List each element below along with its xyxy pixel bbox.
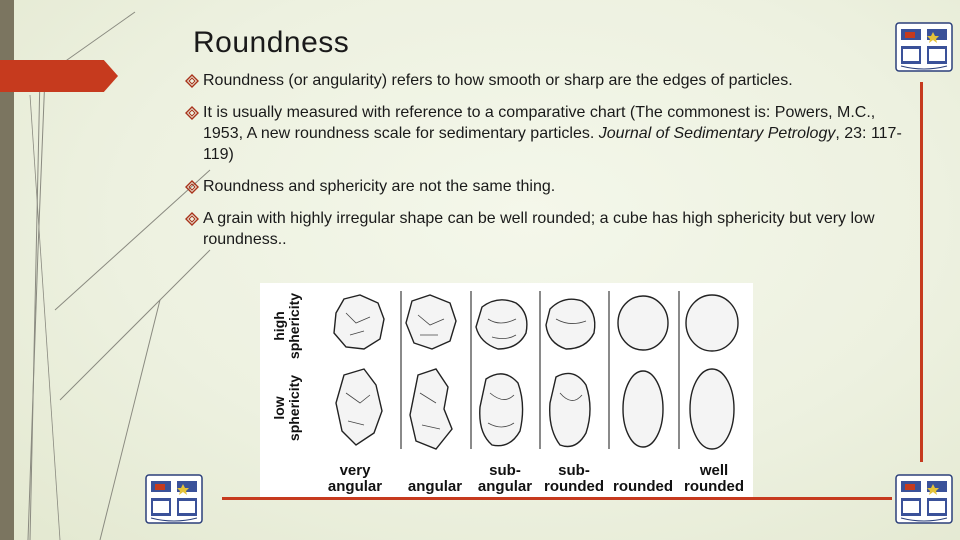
- roundness-chart-figure: [260, 283, 753, 497]
- university-crest-logo: [895, 22, 953, 72]
- title-accent-tab: [0, 60, 118, 92]
- column-label-subrounded: [539, 463, 609, 495]
- bullet-item: [185, 102, 905, 165]
- row-label-line: high: [271, 311, 287, 341]
- column-label-line1: sub-: [558, 462, 590, 479]
- column-label-well-rounded: [678, 463, 750, 495]
- column-label-angular: [400, 463, 470, 495]
- diamond-bullet-icon: [185, 106, 199, 120]
- bullet-item: [185, 70, 905, 91]
- column-label-rounded: [608, 463, 678, 495]
- grain-subrounded-low: [550, 373, 590, 446]
- grain-well-rounded-high: [686, 295, 738, 351]
- column-label-line1: very: [339, 462, 371, 479]
- bullet-text: (or angularity) refers to how smooth or sharp are the edges of particles.: [283, 72, 793, 89]
- slide-title: Roundness: [193, 26, 350, 59]
- bullet-item: [185, 176, 905, 197]
- bullet-text: It is usually measured with reference to a comparative chart (The commonest is: Powers, M.C., 1953, A new roundness scale for sedimentary particles.: [203, 104, 876, 142]
- row-label-line: low: [271, 396, 287, 420]
- grain-subangular-high: [476, 300, 527, 349]
- bullet-item: [185, 208, 905, 250]
- column-label-line1: sub-: [489, 462, 521, 479]
- accent-line-horizontal: [222, 497, 892, 500]
- column-label-line2: rounded: [544, 478, 604, 495]
- diamond-bullet-icon: [185, 212, 199, 226]
- column-label-line2: angular: [477, 478, 533, 495]
- column-label-very-angular: [322, 463, 388, 495]
- university-crest-logo: [145, 474, 203, 524]
- column-label-line2: rounded: [613, 478, 673, 495]
- grain-angular-low: [410, 369, 452, 449]
- diamond-bullet-icon: [185, 180, 199, 194]
- grain-angular-high: [406, 295, 456, 349]
- grain-rounded-high: [618, 296, 668, 350]
- bullet-strong-text: Roundness: [203, 72, 284, 89]
- accent-line-vertical: [920, 82, 923, 462]
- journal-title: Journal of Sedimentary Petrology: [598, 125, 836, 142]
- column-label-line2: rounded: [684, 478, 744, 495]
- grain-rounded-low: [623, 371, 663, 447]
- column-label-subangular: [470, 463, 540, 495]
- column-label-line2: angular: [327, 478, 383, 495]
- grain-subrounded-high: [546, 299, 595, 349]
- grain-subangular-low: [480, 374, 523, 446]
- row-label-line: sphericity: [286, 374, 302, 442]
- column-label-line1: well: [699, 462, 729, 479]
- column-label-line2: angular: [407, 478, 463, 495]
- row-label-line: sphericity: [286, 292, 302, 360]
- grain-well-rounded-low: [690, 369, 734, 449]
- bullet-text: , 23: 117-119): [203, 125, 902, 163]
- bullet-text: A grain with highly irregular shape can be well rounded; a cube has high sphericity but very low roundness..: [203, 210, 875, 248]
- bullet-text: Roundness and sphericity are not the same thing.: [203, 178, 556, 195]
- bullet-list: [185, 70, 905, 261]
- grain-very-angular-low: [336, 369, 382, 445]
- university-crest-logo: [895, 474, 953, 524]
- diamond-bullet-icon: [185, 74, 199, 88]
